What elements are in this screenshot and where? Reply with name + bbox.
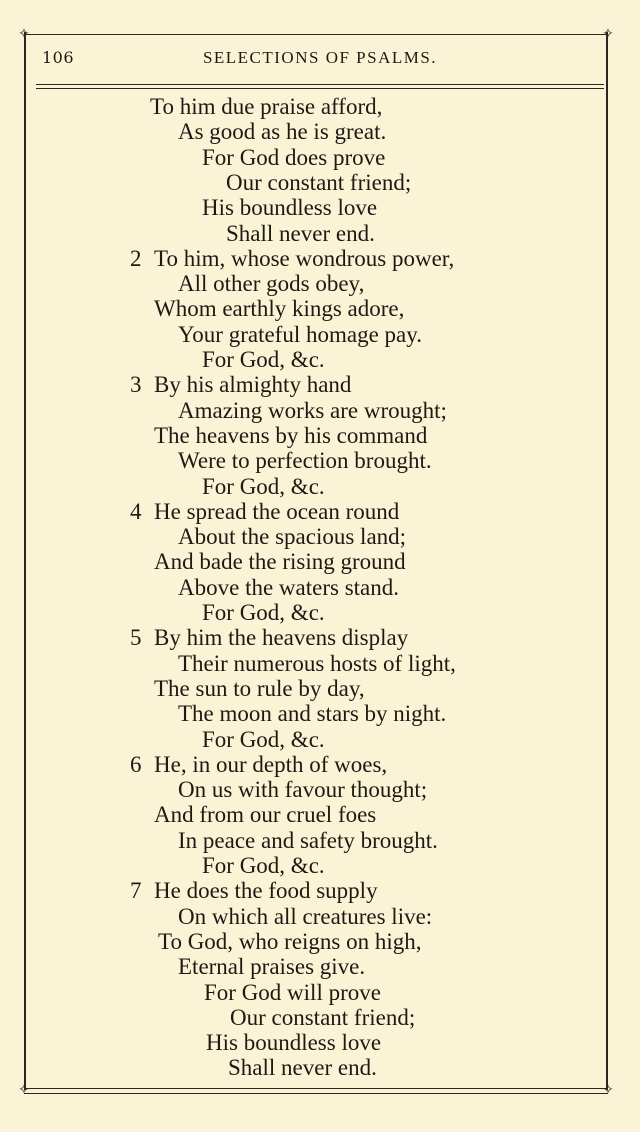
verse-line: Shall never end.: [228, 1055, 377, 1081]
verse-line: Amazing works are wrought;: [178, 397, 447, 423]
verse-line: Our constant friend;: [230, 1004, 416, 1030]
page-number: 106: [42, 48, 75, 67]
verse-line: On which all creatures live:: [178, 903, 433, 929]
verse-line: By his almighty hand: [154, 372, 352, 398]
corner-ornament-icon: ✧: [18, 1082, 30, 1098]
verse-line: He does the food supply: [154, 878, 378, 904]
header-rule-upper: [36, 84, 604, 85]
running-title: SELECTIONS OF PSALMS.: [202, 48, 438, 67]
verse-line: As good as he is great.: [178, 119, 387, 145]
verse-line: For God, &c.: [202, 600, 325, 625]
verse-line: About the spacious land;: [178, 524, 407, 550]
verse-line: Shall never end.: [226, 220, 375, 246]
verse-line: Our constant friend;: [226, 169, 412, 195]
bottom-rule-upper: [24, 1088, 608, 1089]
verse-line: For God will prove: [204, 979, 381, 1005]
verse-line: He spread the ocean round: [154, 498, 400, 524]
verse-line: His boundless love: [206, 1030, 382, 1056]
verse-line: Eternal praises give.: [178, 954, 366, 980]
verse-line: By him the heavens display: [154, 625, 409, 651]
stanza-number: 3: [130, 372, 142, 398]
verse-line: For God does prove: [202, 144, 386, 170]
verse-line: The heavens by his command: [154, 422, 428, 448]
verse-line: For God, &c.: [202, 853, 325, 878]
verse-line: The sun to rule by day,: [154, 675, 365, 701]
verse-line: All other gods obey,: [178, 271, 365, 297]
verse-line: To him, whose wondrous power,: [154, 245, 455, 271]
stanza-number: 4: [130, 498, 142, 524]
top-rule: [24, 34, 608, 35]
corner-ornament-icon: ✧: [18, 26, 30, 42]
stanza-number: 5: [130, 625, 142, 651]
verse-line: Your grateful homage pay.: [178, 321, 423, 347]
verse-line: And bade the rising ground: [154, 549, 406, 575]
verse-line: In peace and safety brought.: [178, 827, 438, 853]
verse-line: To him due praise afford,: [150, 94, 383, 119]
verse-line: His boundless love: [202, 195, 378, 221]
stanza-number: 2: [130, 245, 142, 271]
verse-line: The moon and stars by night.: [178, 701, 447, 727]
verse-line: For God, &c.: [202, 473, 325, 499]
corner-ornament-icon: ✧: [602, 1082, 614, 1098]
verse-line: On us with favour thought;: [178, 777, 428, 803]
bottom-rule-lower: [24, 1093, 608, 1094]
verse-line: For God, &c.: [202, 726, 325, 752]
verse-line: Their numerous hosts of light,: [178, 650, 456, 676]
verse-line: Whom earthly kings adore,: [154, 296, 405, 322]
verse-line: To God, who reigns on high,: [158, 928, 422, 954]
verse-line: He, in our depth of woes,: [154, 751, 388, 777]
corner-ornament-icon: ✧: [602, 26, 614, 42]
verse-line: Were to perfection brought.: [178, 448, 432, 474]
stanza-number: 6: [130, 751, 142, 777]
verse-line: And from our cruel foes: [154, 802, 377, 828]
stanza-number: 7: [130, 878, 142, 904]
header-rule-lower: [36, 88, 604, 89]
running-header: [36, 48, 604, 74]
verse-line: Above the waters stand.: [178, 574, 399, 600]
verse-line: For God, &c.: [202, 347, 325, 372]
